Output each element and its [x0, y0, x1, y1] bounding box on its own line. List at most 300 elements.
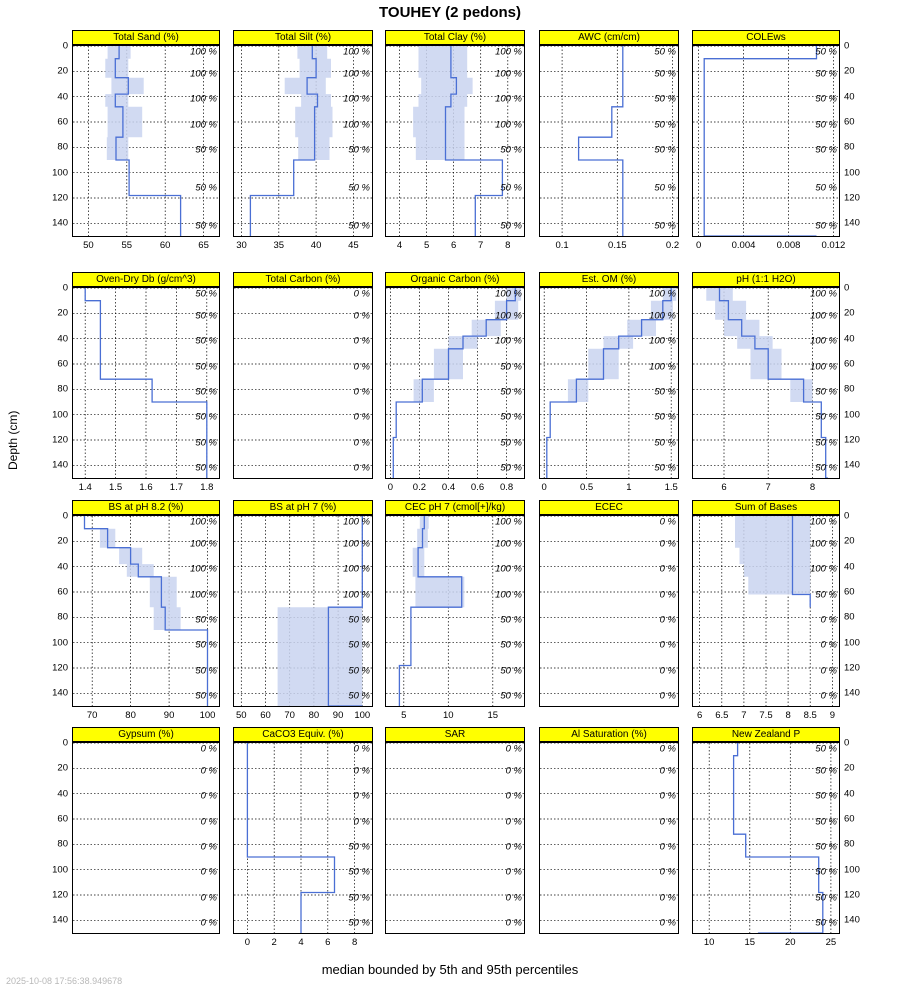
x-tick-label: 2 [271, 937, 277, 948]
pct-label: 0 % [505, 841, 522, 853]
depth-tick-label: 60 [844, 813, 855, 825]
x-tick-label: 1.6 [139, 482, 153, 493]
pct-label: 0 % [659, 665, 676, 677]
panel-gypsum [72, 727, 220, 934]
pct-label: 50 % [815, 46, 837, 58]
pct-label: 50 % [654, 46, 676, 58]
pct-label: 50 % [654, 68, 676, 80]
pct-label: 50 % [195, 288, 217, 300]
depth-tick-label: 20 [57, 65, 68, 77]
depth-tick-label: 120 [52, 889, 68, 901]
plot-area-total-carbon [233, 287, 373, 479]
pct-label: 0 % [353, 437, 370, 449]
pct-label: 50 % [815, 765, 837, 777]
x-tick-label: 8.5 [803, 710, 817, 721]
panel-awc [539, 30, 679, 237]
x-tick-label: 0.8 [499, 482, 514, 493]
pct-label: 100 % [190, 538, 217, 550]
depth-tick-label: 0 [62, 40, 68, 52]
x-tick-label: 80 [308, 710, 320, 721]
depth-tick-label: 100 [844, 409, 860, 421]
pct-label: 100 % [495, 589, 522, 601]
pct-label: 50 % [815, 68, 837, 80]
depth-tick-label: 40 [57, 561, 68, 573]
pct-label: 50 % [815, 144, 837, 156]
depth-tick-label: 40 [57, 788, 68, 800]
pct-label: 0 % [659, 516, 676, 528]
x-tick-label: 7.5 [759, 710, 773, 721]
x-tick-label: 6 [696, 710, 703, 721]
depth-tick-label: 40 [844, 91, 855, 103]
depth-tick-label: 60 [844, 586, 855, 598]
x-tick-label: 30 [236, 240, 247, 251]
pct-label: 0 % [659, 790, 676, 802]
panel-title-oven-dry-db: Oven-Dry Db (g/cm^3) [72, 272, 220, 287]
panel-title-ecec: ECEC [539, 500, 679, 515]
x-tick-label: 20 [785, 937, 796, 948]
x-axis-caco3-equiv [234, 937, 372, 951]
x-axis-total-sand [73, 240, 219, 254]
plot-area-caco3-equiv [233, 742, 373, 934]
panel-cec-ph-7 [385, 500, 525, 707]
depth-tick-label: 60 [57, 586, 68, 598]
pct-label: 50 % [654, 437, 676, 449]
pct-label: 0 % [353, 816, 370, 828]
pct-label: 0 % [505, 816, 522, 828]
depth-axis-oven-dry-db [42, 282, 68, 478]
pct-label: 50 % [195, 462, 217, 474]
depth-tick-label: 100 [844, 637, 860, 649]
pct-label: 50 % [815, 790, 837, 802]
depth-tick-label: 20 [844, 65, 855, 77]
pct-label: 100 % [190, 93, 217, 105]
panel-oven-dry-db [72, 272, 220, 479]
pct-label: 100 % [495, 563, 522, 575]
x-tick-label: 5 [423, 240, 430, 251]
depth-tick-label: 20 [57, 535, 68, 547]
pct-label: 50 % [500, 411, 522, 423]
pct-label: 0 % [820, 639, 837, 651]
chart-footer: median bounded by 5th and 95th percentiles [321, 962, 579, 977]
panel-title-total-carbon: Total Carbon (%) [233, 272, 373, 287]
depth-tick-label: 40 [844, 333, 855, 345]
pct-label: 100 % [190, 68, 217, 80]
x-tick-label: 4 [298, 937, 304, 948]
x-tick-label: 4 [396, 240, 403, 251]
pct-label: 50 % [500, 437, 522, 449]
depth-tick-label: 140 [52, 459, 68, 471]
pct-label: 100 % [190, 563, 217, 575]
x-axis-total-silt [234, 240, 372, 254]
panel-title-ph-1-1-h2o: pH (1:1 H2O) [692, 272, 840, 287]
x-tick-label: 0 [387, 482, 394, 493]
x-axis-cec-ph-7 [386, 710, 524, 724]
pct-label: 100 % [495, 516, 522, 528]
pct-label: 50 % [348, 639, 370, 651]
pct-label: 50 % [348, 892, 370, 904]
x-tick-label: 7 [478, 240, 484, 251]
depth-tick-label: 20 [844, 535, 855, 547]
pct-label: 100 % [190, 119, 217, 131]
depth-axis-new-zealand-p [844, 737, 870, 933]
panel-title-organic-carbon: Organic Carbon (%) [385, 272, 525, 287]
pct-label: 0 % [659, 639, 676, 651]
pct-label: 50 % [500, 665, 522, 677]
x-tick-label: 90 [163, 710, 175, 721]
pct-label: 100 % [649, 288, 676, 300]
pct-label: 100 % [495, 335, 522, 347]
x-tick-label: 35 [273, 240, 285, 251]
pct-label: 50 % [654, 220, 676, 232]
panel-title-caco3-equiv: CaCO3 Equiv. (%) [233, 727, 373, 742]
pct-label: 0 % [659, 816, 676, 828]
pct-label: 50 % [654, 144, 676, 156]
depth-tick-label: 40 [844, 788, 855, 800]
pct-label: 0 % [659, 743, 676, 755]
depth-tick-label: 0 [62, 737, 68, 749]
pct-label: 0 % [659, 563, 676, 575]
pct-label: 0 % [505, 866, 522, 878]
pct-label: 50 % [195, 361, 217, 373]
depth-tick-label: 120 [52, 434, 68, 446]
panel-al-saturation [539, 727, 679, 934]
plot-area-al-saturation [539, 742, 679, 934]
pct-label: 50 % [815, 866, 837, 878]
panel-title-awc: AWC (cm/cm) [539, 30, 679, 45]
pct-label: 50 % [815, 182, 837, 194]
panel-title-bs-ph-7: BS at pH 7 (%) [233, 500, 373, 515]
pct-label: 50 % [500, 182, 522, 194]
panel-title-al-saturation: Al Saturation (%) [539, 727, 679, 742]
x-tick-label: 100 [199, 710, 216, 721]
depth-tick-label: 20 [57, 762, 68, 774]
pct-label: 50 % [195, 437, 217, 449]
pct-label: 0 % [353, 288, 370, 300]
plot-area-ecec [539, 515, 679, 707]
pct-label: 50 % [500, 386, 522, 398]
panel-caco3-equiv [233, 727, 373, 934]
x-tick-label: 50 [236, 710, 247, 721]
x-tick-label: 8 [505, 240, 511, 251]
pct-label: 100 % [810, 538, 837, 550]
panel-colews [692, 30, 840, 237]
x-tick-label: 0.1 [555, 240, 569, 251]
depth-tick-label: 60 [57, 116, 68, 128]
x-tick-label: 0.2 [412, 482, 426, 493]
depth-tick-label: 80 [844, 141, 855, 153]
panel-title-bs-ph-8-2: BS at pH 8.2 (%) [72, 500, 220, 515]
panel-total-clay [385, 30, 525, 237]
depth-tick-label: 20 [57, 307, 68, 319]
x-tick-label: 0.6 [470, 482, 485, 493]
x-axis-new-zealand-p [693, 937, 839, 951]
pct-label: 100 % [343, 93, 370, 105]
depth-tick-label: 140 [844, 459, 860, 471]
panel-new-zealand-p [692, 727, 840, 934]
pct-label: 100 % [495, 288, 522, 300]
depth-tick-label: 100 [52, 864, 68, 876]
pct-label: 100 % [343, 538, 370, 550]
pct-label: 50 % [195, 310, 217, 322]
pct-label: 50 % [348, 917, 370, 929]
x-axis-total-clay [386, 240, 524, 254]
panel-title-sar: SAR [385, 727, 525, 742]
panel-ecec [539, 500, 679, 707]
depth-tick-label: 120 [52, 662, 68, 674]
y-axis-label: Depth (cm) [6, 410, 20, 470]
x-tick-label: 70 [86, 710, 98, 721]
x-tick-label: 10 [443, 710, 454, 721]
pct-label: 50 % [815, 816, 837, 828]
x-tick-label: 1.5 [664, 482, 678, 493]
pct-label: 50 % [815, 462, 837, 474]
depth-tick-label: 100 [844, 864, 860, 876]
pct-label: 0 % [200, 743, 217, 755]
pct-label: 50 % [654, 119, 676, 131]
x-tick-label: 1.7 [169, 482, 183, 493]
depth-tick-label: 80 [57, 383, 68, 395]
pct-label: 50 % [815, 892, 837, 904]
x-tick-label: 60 [260, 710, 271, 721]
x-tick-label: 55 [121, 240, 133, 251]
depth-tick-label: 120 [844, 192, 860, 204]
pct-label: 50 % [500, 220, 522, 232]
x-tick-label: 15 [487, 710, 499, 721]
depth-tick-label: 40 [844, 561, 855, 573]
depth-tick-label: 20 [844, 307, 855, 319]
x-axis-organic-carbon [386, 482, 524, 496]
pct-label: 100 % [343, 516, 370, 528]
pct-label: 50 % [500, 144, 522, 156]
pct-label: 50 % [500, 639, 522, 651]
pct-label: 50 % [500, 361, 522, 373]
pct-label: 50 % [500, 462, 522, 474]
pct-label: 50 % [815, 220, 837, 232]
x-tick-label: 60 [159, 240, 171, 251]
pct-label: 0 % [505, 917, 522, 929]
x-tick-label: 50 [83, 240, 94, 251]
depth-tick-label: 40 [57, 91, 68, 103]
depth-tick-label: 100 [52, 167, 68, 179]
x-tick-label: 0.2 [665, 240, 680, 251]
pct-label: 100 % [343, 68, 370, 80]
pct-label: 0 % [353, 386, 370, 398]
pct-label: 50 % [195, 639, 217, 651]
pct-label: 100 % [810, 563, 837, 575]
pct-label: 0 % [659, 614, 676, 626]
depth-tick-label: 120 [844, 889, 860, 901]
x-tick-label: 0.008 [776, 240, 801, 251]
pct-label: 0 % [659, 917, 676, 929]
x-tick-label: 15 [744, 937, 756, 948]
pct-label: 100 % [343, 119, 370, 131]
pct-label: 0 % [353, 790, 370, 802]
x-tick-label: 7 [741, 710, 747, 721]
x-axis-bs-ph-7 [234, 710, 372, 724]
pct-label: 100 % [190, 589, 217, 601]
pct-label: 0 % [200, 841, 217, 853]
x-tick-label: 0.004 [731, 240, 756, 251]
pct-label: 0 % [200, 790, 217, 802]
pct-label: 0 % [659, 589, 676, 601]
x-tick-label: 8 [351, 937, 358, 948]
pct-label: 0 % [820, 614, 837, 626]
depth-tick-label: 0 [844, 510, 850, 522]
pct-label: 50 % [815, 589, 837, 601]
pct-label: 0 % [505, 892, 522, 904]
panel-title-total-silt: Total Silt (%) [233, 30, 373, 45]
x-axis-awc [540, 240, 678, 254]
pct-label: 0 % [200, 816, 217, 828]
pct-label: 100 % [649, 335, 676, 347]
panel-title-total-clay: Total Clay (%) [385, 30, 525, 45]
pct-label: 50 % [654, 411, 676, 423]
pct-label: 50 % [500, 614, 522, 626]
depth-tick-label: 0 [62, 282, 68, 294]
pct-label: 50 % [815, 93, 837, 105]
depth-tick-label: 0 [844, 282, 850, 294]
x-tick-label: 45 [348, 240, 359, 251]
x-tick-label: 70 [284, 710, 295, 721]
x-tick-label: 25 [825, 937, 837, 948]
pct-label: 50 % [815, 119, 837, 131]
depth-axis-gypsum [42, 737, 68, 933]
pct-label: 50 % [654, 462, 676, 474]
panel-title-colews: COLEws [692, 30, 840, 45]
pct-label: 0 % [200, 917, 217, 929]
depth-tick-label: 40 [57, 333, 68, 345]
pct-label: 0 % [505, 790, 522, 802]
depth-tick-label: 140 [52, 914, 68, 926]
pct-label: 50 % [195, 665, 217, 677]
pct-label: 50 % [348, 182, 370, 194]
pct-label: 100 % [495, 68, 522, 80]
pct-label: 0 % [659, 892, 676, 904]
x-axis-colews [693, 240, 846, 254]
depth-tick-label: 80 [57, 141, 68, 153]
pct-label: 50 % [500, 690, 522, 702]
pct-label: 0 % [200, 892, 217, 904]
pct-label: 0 % [353, 335, 370, 347]
x-tick-label: 7 [765, 482, 771, 493]
depth-tick-label: 60 [844, 358, 855, 370]
depth-tick-label: 20 [844, 762, 855, 774]
x-tick-label: 90 [332, 710, 344, 721]
pct-label: 50 % [654, 182, 676, 194]
x-tick-label: 0 [244, 937, 251, 948]
x-tick-label: 0.15 [608, 240, 627, 251]
panel-ph-1-1-h2o [692, 272, 840, 479]
x-tick-label: 6 [450, 240, 457, 251]
depth-tick-label: 80 [57, 611, 68, 623]
pct-label: 100 % [190, 46, 217, 58]
pct-label: 50 % [195, 335, 217, 347]
depth-axis-bs-ph-8-2 [42, 510, 68, 706]
timestamp: 2025-10-08 17:56:38.949678 [6, 976, 123, 986]
x-axis-est-om [540, 482, 678, 496]
panel-total-silt [233, 30, 373, 237]
pct-label: 100 % [649, 361, 676, 373]
pct-label: 50 % [815, 917, 837, 929]
x-tick-label: 65 [198, 240, 209, 251]
depth-tick-label: 140 [52, 687, 68, 699]
pct-label: 0 % [659, 841, 676, 853]
pct-label: 0 % [505, 765, 522, 777]
panel-bs-ph-8-2 [72, 500, 220, 707]
pct-label: 50 % [815, 411, 837, 423]
panel-est-om [539, 272, 679, 479]
pct-label: 100 % [810, 516, 837, 528]
pct-label: 100 % [190, 516, 217, 528]
x-tick-label: 10 [703, 937, 715, 948]
pct-label: 50 % [195, 144, 217, 156]
pct-label: 100 % [495, 46, 522, 58]
pct-label: 50 % [348, 665, 370, 677]
pct-label: 100 % [810, 310, 837, 322]
x-tick-label: 0.5 [579, 482, 594, 493]
pct-label: 100 % [343, 589, 370, 601]
panel-title-new-zealand-p: New Zealand P [692, 727, 840, 742]
depth-tick-label: 0 [62, 510, 68, 522]
pct-label: 0 % [353, 743, 370, 755]
depth-tick-label: 140 [844, 217, 860, 229]
pct-label: 0 % [659, 866, 676, 878]
pct-label: 100 % [495, 119, 522, 131]
depth-axis-total-sand [42, 40, 68, 236]
x-tick-label: 40 [310, 240, 322, 251]
x-tick-label: 80 [125, 710, 136, 721]
x-tick-label: 0 [695, 240, 702, 251]
pct-label: 50 % [195, 614, 217, 626]
depth-tick-label: 60 [844, 116, 855, 128]
depth-axis-sum-of-bases [844, 510, 870, 706]
pct-label: 50 % [348, 690, 370, 702]
panel-bs-ph-7 [233, 500, 373, 707]
pct-label: 100 % [495, 538, 522, 550]
pct-label: 0 % [659, 690, 676, 702]
x-tick-label: 6 [325, 937, 331, 948]
pct-label: 50 % [815, 437, 837, 449]
pct-label: 100 % [649, 310, 676, 322]
x-axis-ph-1-1-h2o [693, 482, 839, 496]
panel-title-gypsum: Gypsum (%) [72, 727, 220, 742]
pct-label: 50 % [348, 220, 370, 232]
pct-label: 0 % [659, 538, 676, 550]
panel-total-carbon [233, 272, 373, 479]
x-tick-label: 1.4 [78, 482, 92, 493]
x-axis-sum-of-bases [693, 710, 839, 724]
x-tick-label: 100 [354, 710, 371, 721]
depth-tick-label: 140 [52, 217, 68, 229]
pct-label: 0 % [820, 665, 837, 677]
panel-organic-carbon [385, 272, 525, 479]
pct-label: 50 % [815, 386, 837, 398]
pct-label: 0 % [353, 462, 370, 474]
depth-tick-label: 140 [844, 914, 860, 926]
panel-title-cec-ph-7: CEC pH 7 (cmol[+]/kg) [385, 500, 525, 515]
pct-label: 50 % [654, 386, 676, 398]
pct-label: 50 % [654, 93, 676, 105]
page-title: TOUHEY (2 pedons) [379, 4, 521, 21]
panel-sum-of-bases [692, 500, 840, 707]
pct-label: 0 % [200, 765, 217, 777]
pct-label: 50 % [195, 220, 217, 232]
pct-label: 100 % [343, 563, 370, 575]
x-tick-label: 1 [626, 482, 632, 493]
depth-tick-label: 140 [844, 687, 860, 699]
pct-label: 100 % [495, 93, 522, 105]
pct-label: 50 % [348, 866, 370, 878]
